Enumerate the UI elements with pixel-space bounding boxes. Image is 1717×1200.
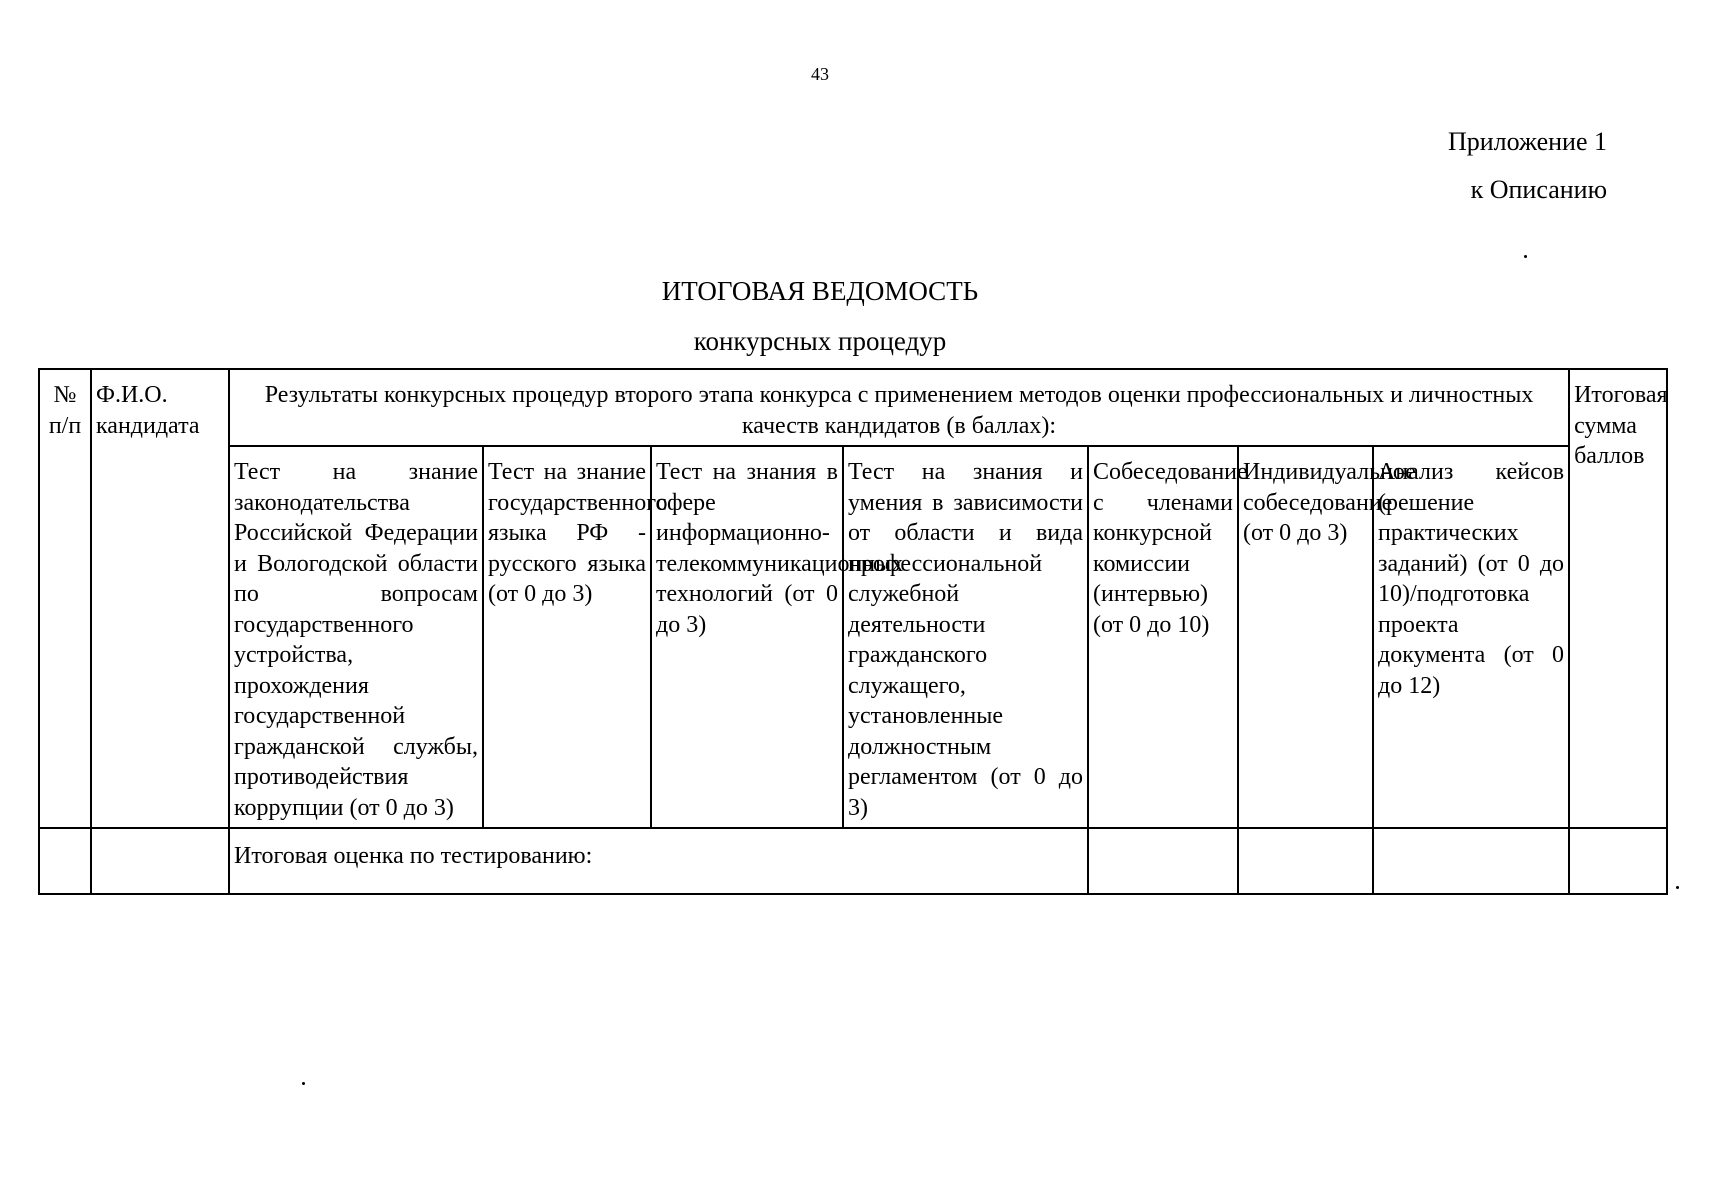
header-number: № п/п (39, 369, 91, 828)
cell-individual-interview (1238, 828, 1373, 894)
cell-case-analysis (1373, 828, 1569, 894)
document-subtitle: конкурсных процедур (693, 326, 947, 356)
subheader-law-test: Тест на знание законодательства Российской Федерации и Вологодской области по вопросам государственного устройства, прохождения государственной гражданской службы, противодействия коррупции (от 0 до 3) (229, 446, 483, 828)
subheader-individual-interview: Индивидуальное собеседование (от 0 до 3) (1238, 446, 1373, 828)
subheader-language-test: Тест на знание государственного языка РФ - русского языка (от 0 до 3) (483, 446, 651, 828)
subheader-case-analysis: Анализ кейсов (решение практических заданий) (от 0 до 10)/подготовка проекта документа (от 0 до 12) (1373, 446, 1569, 828)
scan-speck (1524, 255, 1527, 258)
table-subheader-row (39, 446, 1667, 828)
cell-total (1569, 828, 1667, 894)
table-header-row (39, 369, 1667, 446)
table-row (39, 828, 1667, 894)
subheader-interview: Собеседование с членами конкурсной комиссии (интервью) (от 0 до 10) (1088, 446, 1238, 828)
summary-table (38, 368, 1668, 895)
appendix-label (1448, 118, 1607, 214)
testing-total-label: Итоговая оценка по тестированию: (229, 828, 1088, 894)
cell-number (39, 828, 91, 894)
header-total: Итоговая сумма баллов (1569, 369, 1667, 828)
cell-name (91, 828, 229, 894)
cell-interview (1088, 828, 1238, 894)
header-results: Результаты конкурсных процедур второго этапа конкурса с применением методов оценки профессиональных и личностных качеств кандидатов (в баллах): (229, 369, 1569, 446)
scan-speck (302, 1082, 305, 1085)
appendix-line-2: к Описанию (1470, 175, 1607, 204)
subheader-ict-test: Тест на знания в сфере информационно-телекоммуникационных технологий (от 0 до 3) (651, 446, 843, 828)
document-title: ИТОГОВАЯ ВЕДОМОСТЬ (661, 276, 979, 306)
scan-speck (1676, 886, 1679, 889)
page-number: 43 (811, 64, 829, 84)
header-name: Ф.И.О. кандидата (91, 369, 229, 828)
subheader-professional-test: Тест на знания и умения в зависимости от области и вида профессиональной служебной деятельности гражданского служащего, установленные должностным регламентом (от 0 до 3) (843, 446, 1088, 828)
appendix-line-1: Приложение 1 (1447, 127, 1607, 156)
document-heading (0, 266, 1640, 366)
